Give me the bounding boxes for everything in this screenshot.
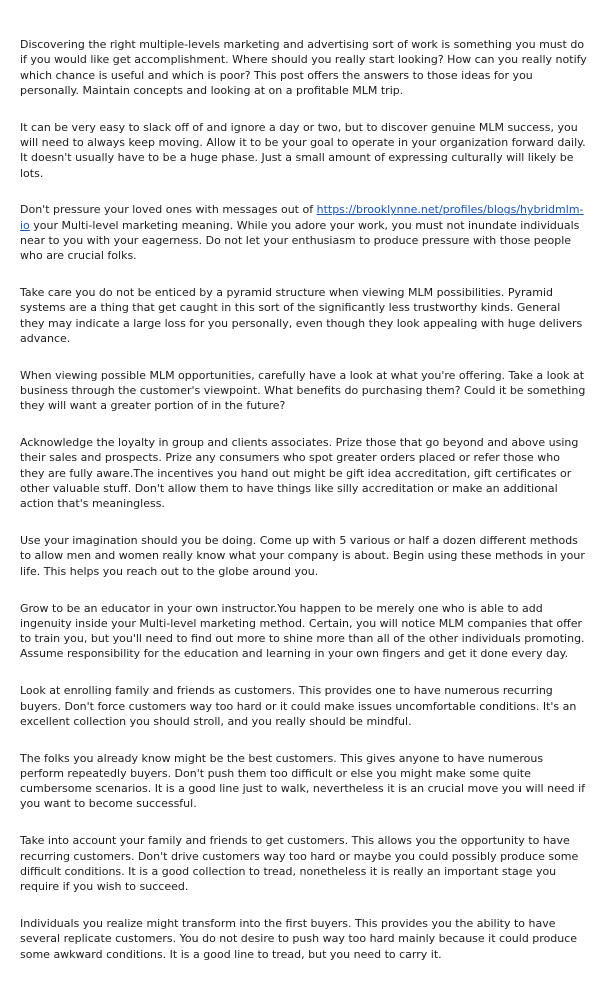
paragraph-12: Individuals you realize might transform into the first buyers. This provides you the ability to have several replicate customers. You do not desire to push way too hard mainly because it could produce some awkward conditions. It is a good line to tread, but you need to carry it. [20, 916, 578, 961]
paragraph-3 [20, 202, 588, 263]
paragraph-10: The folks you already know might be the best customers. This gives anyone to have numerous perform repeatedly buyers. Don't push them too difficult or else you might make some quite cumbersome scenarios. It is a good line just to walk, nevertheless it is an crucial move you will need if you want to become successful. [20, 751, 586, 811]
paragraph-5: When viewing possible MLM opportunities, carefully have a look at what you're offering. Take a look at business through the customer's viewpoint. What benefits do purchasing them? Could it be something they will want a greater portion of in the future? [20, 368, 586, 413]
paragraph-3-text-before: Don't pressure your loved ones with messages out of [20, 203, 317, 217]
profile-blog-link[interactable]: https://brooklynne.net/profiles/blogs/hybridmlm-io [20, 203, 584, 232]
paragraph-1: Discovering the right multiple-levels marketing and advertising sort of work is something you must do if you would like get accomplishment. Where should you really start looking? How can you really notify which chance is useful and which is poor? This post offers the answers to those ideas for you personally. Maintain concepts and looking at on a profitable MLM trip. [20, 38, 587, 97]
paragraph-11: Take into account your family and friends to get customers. This allows you the opportunity to have recurring customers. Don't drive customers way too hard or maybe you could possibly produce some difficult conditions. It is a good collection to tread, nonetheless it is really an important stage you require if you wish to succeed. [20, 834, 579, 894]
paragraph-4: Take care you do not be enticed by a pyramid structure when viewing MLM possibilities. Pyramid systems are a thing that get caught in this sort of the significantly less trustworthy kinds. General they may indicate a large loss for you personally, even though they look appealing with huge delivers advance. [20, 286, 583, 345]
article-body [20, 37, 588, 983]
paragraph-7: Use your imagination should you be doing. Come up with 5 various or half a dozen different methods to allow men and women really know what your company is about. Begin using these methods in your life. This helps you reach out to the globe around you. [20, 534, 585, 578]
paragraph-8: Grow to be an educator in your own instructor.You happen to be merely one who is able to add ingenuity inside your Multi-level marketing method. Certain, you will notice MLM companies that offer to train you, but you'll need to find out more to shine more than all of the other individuals promoting. Assume responsibility for the education and learning in your own fingers and get it done every day. [20, 601, 585, 661]
paragraph-9: Look at enrolling family and friends as customers. This provides one to have numerous recurring buyers. Don't force customers way too hard or it could make issues uncomfortable conditions. It's an excellent collection you should stroll, and you really should be mindful. [20, 684, 577, 728]
paragraph-3-text-after: your Multi-level marketing meaning. While you adore your work, you must not inundate individuals near to you with your eagerness. Do not let your enthusiasm to produce pressure with those people who are crucial folks. [20, 218, 580, 263]
paragraph-2: It can be very easy to slack off of and ignore a day or two, but to discover genuine MLM success, you will need to always keep moving. Allow it to be your goal to operate in your organization forward daily. It doesn't usually have to be a huge phase. Just a small amount of expressing culturally will likely be lots. [20, 120, 586, 180]
paragraph-6: Acknowledge the loyalty in group and clients associates. Prize those that go beyond and above using their sales and prospects. Prize any consumers who spot greater orders placed or refer those who they are fully aware.The incentives you hand out might be gift idea accreditation, gift certificates or other valuable stuff. Don't allow them to have things like silly accreditation or make an additional action that's meaningless. [20, 436, 579, 511]
